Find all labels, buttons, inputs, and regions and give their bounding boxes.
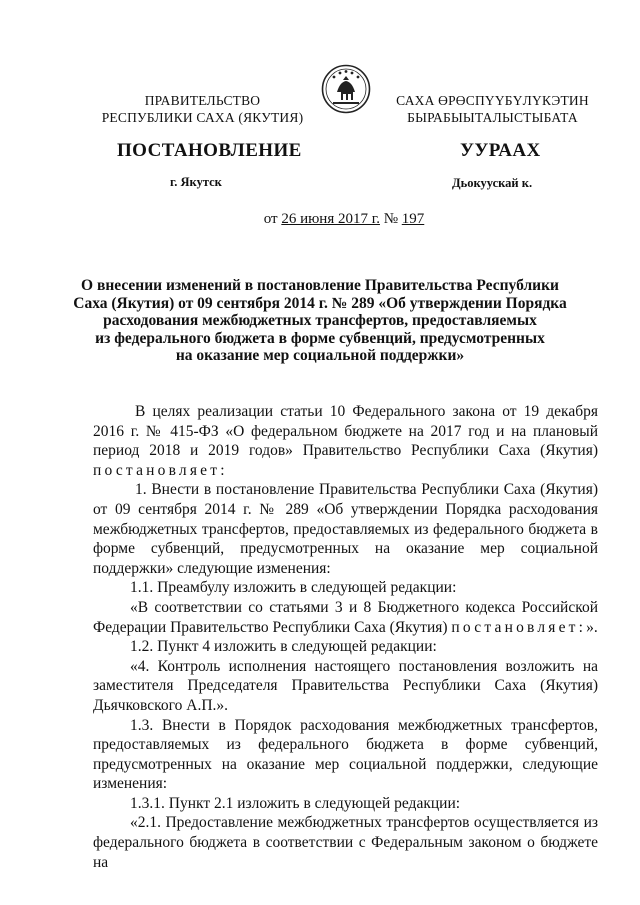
quote-3: «2.1. Предоставление межбюджетных трансфертов осуществляется из федерального бюджета в соответствии с Федеральным законом о бюджете на: [93, 814, 598, 871]
coat-of-arms-emblem: [321, 64, 371, 114]
header-left-line-1: ПРАВИТЕЛЬСТВО: [144, 93, 261, 108]
header-left: [95, 92, 310, 126]
paragraph-1: 1. Внести в постановление Правительства Республики Саха (Якутия) от 09 сентября 2014 г. № 289 «Об утверждении Порядка расходования межбюджетных трансфертов, предоставляемых из федерального бюджета в форме субвенций, предусмотренных на оказание мер социальной поддержки» следующие изменения:: [93, 481, 598, 577]
number-prefix: №: [379, 211, 402, 227]
heading-line: расходования межбюджетных трансфертов, предоставляемых: [103, 312, 537, 329]
paragraph-1-3-1: 1.3.1. Пункт 2.1 изложить в следующей редакции:: [130, 794, 461, 812]
document-type-title-yakut: УУРААХ: [460, 140, 541, 161]
date-prefix: от: [263, 211, 282, 227]
intro-text: В целях реализации статьи 10 Федерального закона от 19 декабря 2016 г. № 415-ФЗ «О федеральном бюджете на 2017 год и на плановый период 2018 и 2019 годов» Правительство Республики Саха (Якутия): [93, 403, 598, 460]
paragraph-1-1: 1.1. Преамбулу изложить в следующей редакции:: [130, 579, 457, 597]
paragraph-1-2: 1.2. Пункт 4 изложить в следующей редакции:: [130, 638, 437, 656]
quote-1-text: «В соответствии со статьями 3 и 8 Бюджетного кодекса Российской Федерации Правительство Республики Саха (Якутия): [93, 598, 598, 636]
document-body: [93, 402, 598, 872]
header-right: [380, 92, 605, 126]
header-right-line-2: БЫРАБЫЫТАЛЫСТЫБАТА: [407, 110, 578, 125]
header-left-line-2: РЕСПУБЛИКИ САХА (ЯКУТИЯ): [101, 110, 304, 125]
heading-line: О внесении изменений в постановление Правительства Республики: [81, 277, 559, 294]
date-and-number: [0, 211, 640, 228]
heading-line: Саха (Якутия) от 09 сентября 2014 г. № 289 «Об утверждении Порядка: [73, 294, 567, 312]
heading-line: из федерального бюджета в форме субвенций, предусмотренных: [95, 329, 545, 347]
quote-1-spaced-word: постановляет:: [451, 618, 587, 636]
document-heading: [60, 277, 580, 365]
quote-1-end: ».: [586, 618, 598, 636]
paragraph-1-3: 1.3. Внести в Порядок расходования межбюджетных трансфертов, предоставляемых из федерального бюджета в форме субвенций, предусмотренных на оказание мер социальной поддержки, следующие изменения:: [93, 716, 598, 793]
header-right-line-1: САХА ӨРӨСПҮҮБҮЛҮКЭТИН: [396, 93, 589, 108]
city-name: г. Якутск: [170, 175, 222, 189]
document-type-title: ПОСТАНОВЛЕНИЕ: [117, 140, 302, 161]
document-date: 26 июня 2017 г.: [281, 211, 380, 227]
quote-1: [93, 598, 598, 637]
intro-paragraph: [93, 402, 598, 480]
document-number: 197: [401, 211, 425, 227]
quote-2: «4. Контроль исполнения настоящего постановления возложить на заместителя Председателя Правительства Республики Саха (Якутия) Дьячковского А.П.».: [93, 657, 598, 714]
intro-spaced-word: постановляет:: [93, 461, 228, 479]
heading-line: на оказание мер социальной поддержки»: [175, 347, 465, 364]
city-name-yakut: Дьокуускай к.: [452, 176, 533, 190]
